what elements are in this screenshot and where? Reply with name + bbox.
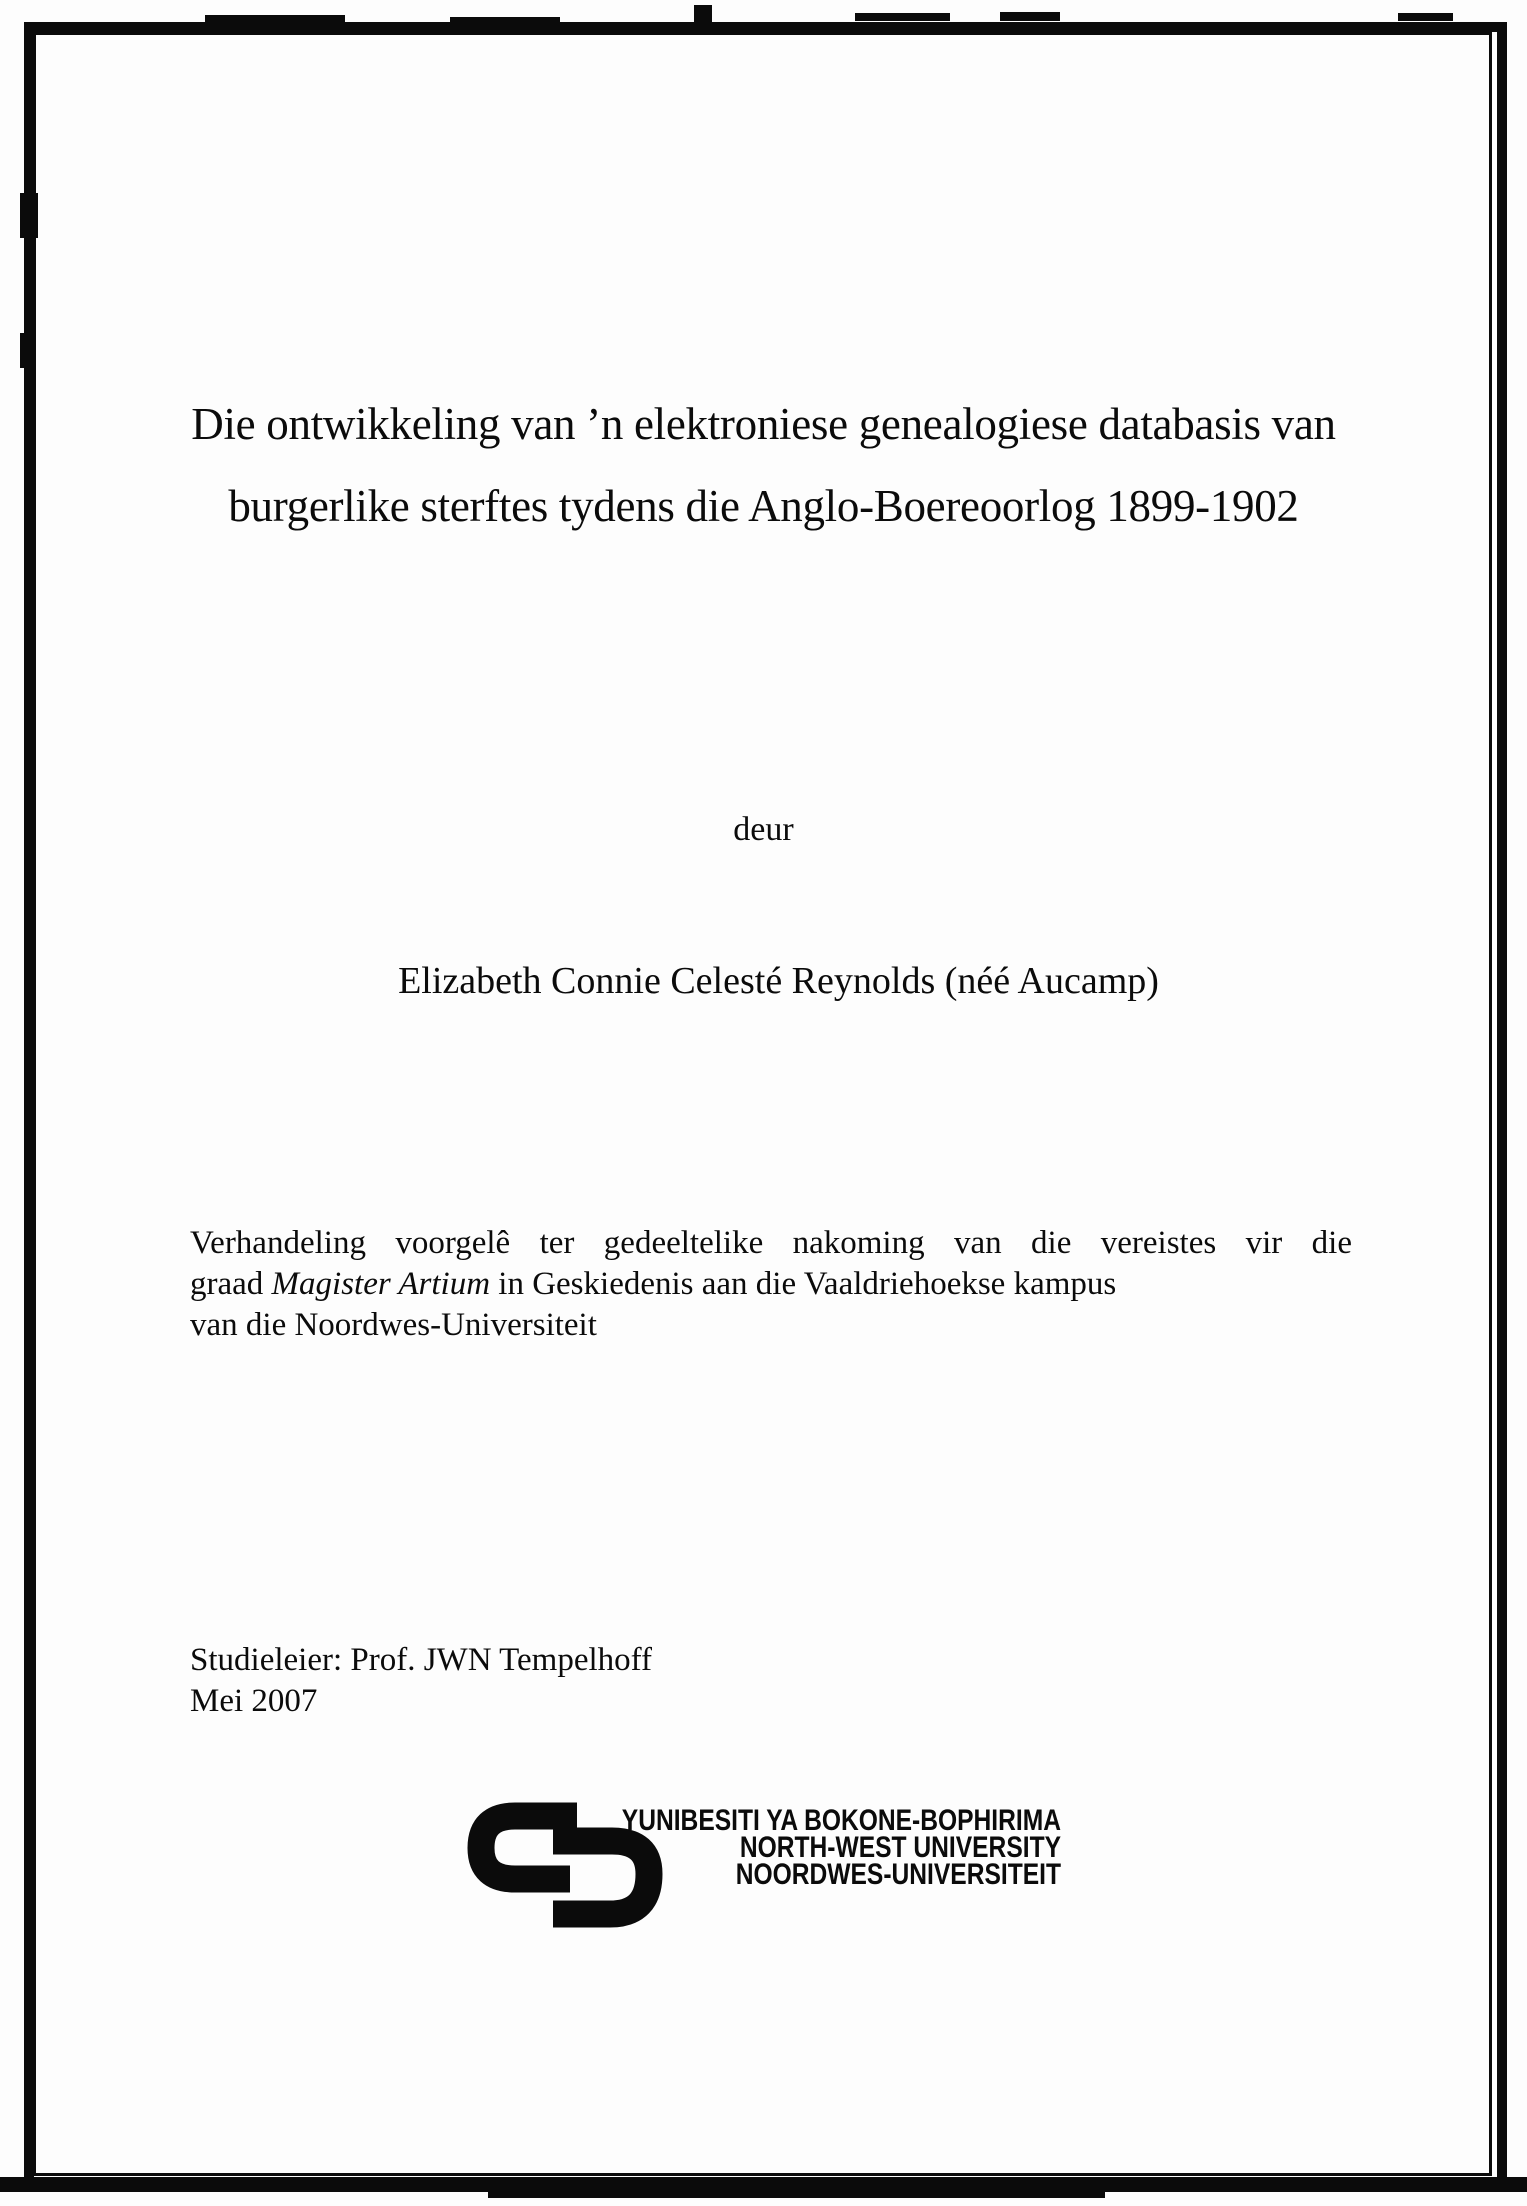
university-logo-wordmark [536,1804,1061,1891]
title-line-2: burgerlike sterftes tydens die Anglo-Boereoorlog 1899-1902 [228,481,1299,531]
degree-statement-line-2 [190,1264,1352,1305]
byline-label: deur [733,811,794,848]
supervisor-line: Studieleier: Prof. JWN Tempelhoff [190,1642,653,1678]
scan-artifact [1000,12,1060,21]
page-title [40,383,1487,547]
degree-statement [190,1223,1352,1346]
scan-artifact [694,5,712,23]
title-line-1: Die ontwikkeling van ’n elektroniese genealogiese databasis van [191,399,1336,449]
date-line: Mei 2007 [190,1683,318,1719]
degree-statement-line-2-post: in Geskiedenis aan die Vaaldriehoekse kampus [490,1266,1117,1302]
scan-artifact [488,2192,1105,2198]
degree-statement-line-1: Verhandeling voorgelê ter gedeeltelike nakoming van die vereistes vir die [190,1225,1352,1261]
logo-line-setswana: YUNIBESITI YA BOKONE-BOPHIRIMA [621,1804,1061,1837]
logo-line-english: NORTH-WEST UNIVERSITY [739,1831,1061,1864]
logo-line-afrikaans: NOORDWES-UNIVERSITEIT [735,1858,1061,1891]
degree-statement-line-2-pre: graad [190,1266,272,1302]
supervisor-block [190,1640,652,1722]
author-name: Elizabeth Connie Celesté Reynolds (néé Aucamp) [398,960,1159,1002]
degree-statement-line-3: van die Noordwes-Universiteit [190,1307,597,1343]
degree-name-italic: Magister Artium [271,1266,491,1302]
scan-artifact [1398,13,1453,21]
scan-artifact [855,13,950,21]
